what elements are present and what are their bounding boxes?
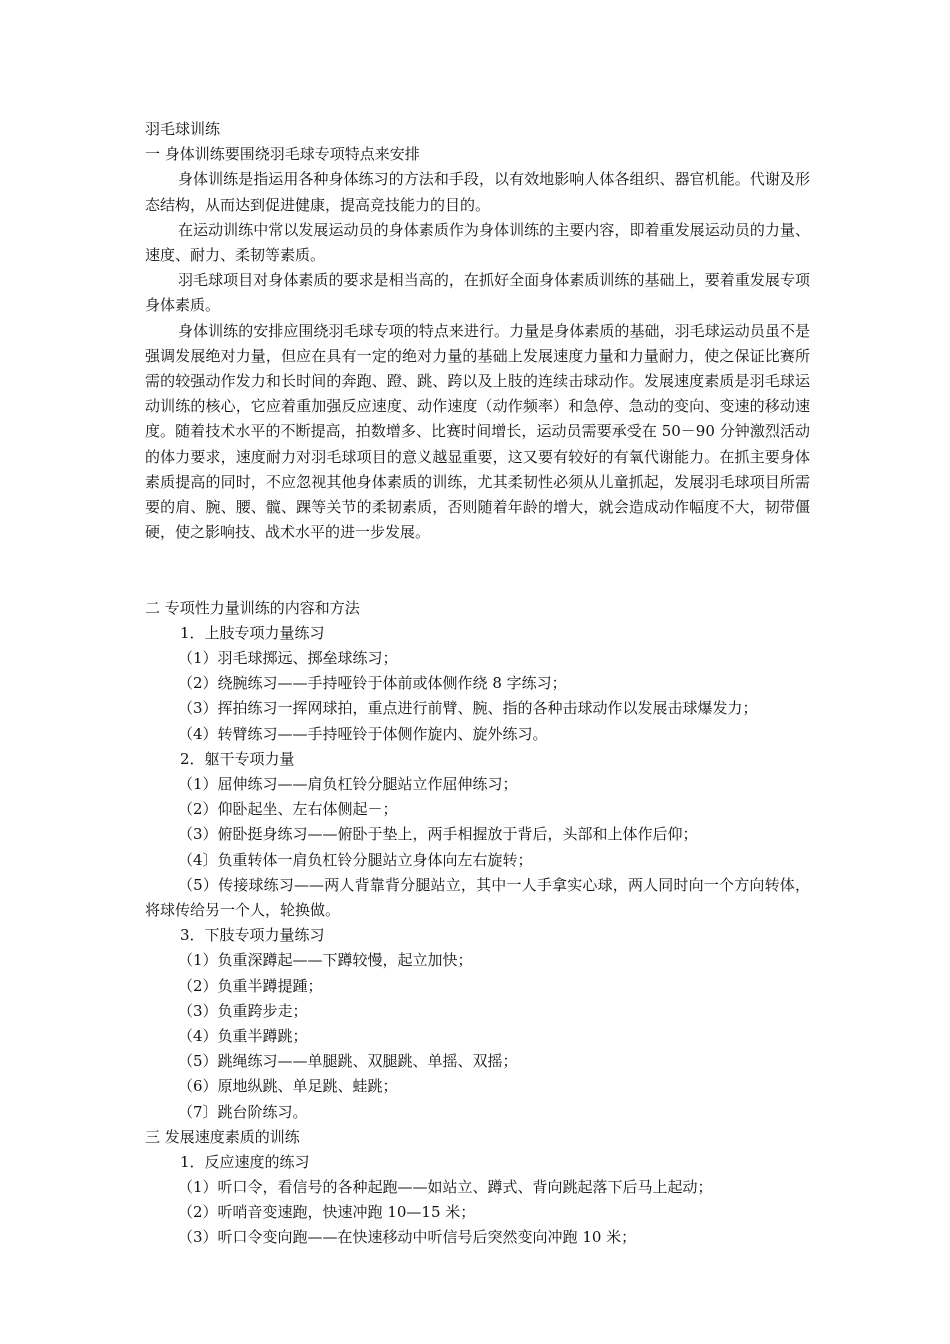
list-item: （3）俯卧挺身练习——俯卧于垫上，两手相握放于背后，头部和上体作后仰； [178,825,698,844]
list-item: （2）仰卧起坐、左右体侧起－； [178,800,398,819]
document-title: 羽毛球训练 [145,120,221,138]
list-item: （2）负重半蹲提踵； [178,976,323,995]
list-item: （7〕跳台阶练习。 [178,1102,308,1121]
list-item: （3）挥拍练习一挥网球拍，重点进行前臂、腕、指的各种击球动作以发展击球爆发力； [178,699,758,718]
subsection-heading: 2．躯干专项力量 [180,749,295,768]
list-item: （1）羽毛球掷远、掷垒球练习； [178,649,398,668]
list-item: （3）听口令变向跑——在快速移动中听信号后突然变向冲跑 10 米； [178,1228,637,1247]
list-item: （2）绕腕练习——手持哑铃于体前或体侧作绕 8 字练习； [178,674,567,693]
subsection-heading: 1．上肢专项力量练习 [180,623,325,642]
list-item: （1）听口令，看信号的各种起跑——如站立、蹲式、背向跳起落下后马上起动； [178,1178,713,1197]
list-item: （3）负重跨步走； [178,1001,308,1020]
list-item: （2）听哨音变速跑，快速冲跑 10—15 米； [178,1203,476,1222]
document-body [145,117,810,1251]
list-item: （1）负重深蹲起——下蹲较慢，起立加快； [178,951,473,970]
list-item: （5）传接球练习——两人背靠背分腿站立，其中一人手拿实心球，两人同时向一个方向转体，将球传给另一个人，轮换做。 [145,875,810,919]
paragraph: 身体训练是指运用各种身体练习的方法和手段，以有效地影响人体各组织、器官机能。代谢及形态结构，从而达到促进健康，提高竞技能力的目的。 [145,170,810,214]
list-item: （4〕负重转体一肩负杠铃分腿站立身体向左右旋转； [178,850,533,869]
paragraph: 羽毛球项目对身体素质的要求是相当高的，在抓好全面身体素质训练的基础上，要着重发展专项身体素质。 [145,271,810,315]
list-item: （6）原地纵跳、单足跳、蛙跳； [178,1077,398,1096]
paragraph: 身体训练的安排应围绕羽毛球专项的特点来进行。力量是身体素质的基础，羽毛球运动员虽不是强调发展绝对力量，但应在具有一定的绝对力量的基础上发展速度力量和力量耐力，使之保证比赛所需的较强动作发力和长时间的奔跑、蹬、跳、跨以及上肢的连续击球动作。发展速度素质是羽毛球运动训练的核心，它应着重加强反应速度、动作速度（动作频率）和急停、急动的变向、变速的移动速度。随着技术水平的不断提高，拍数增多、比赛时间增长，运动员需要承受在 50－90 分钟激烈活动的体力要求，速度耐力对羽毛球项目的意义越显重要，这又要有较好的有氧代谢能力。在抓主要身体素质提高的同时，不应忽视其他身体素质的训练，尤其柔韧性必须从儿童抓起，发展羽毛球项目所需要的肩、腕、腰、髋、踝等关节的柔韧素质，否则随着年龄的增大，就会造成动作幅度不大，韧带僵硬，使之影响技、战术水平的进一步发展。 [145,321,810,542]
section-heading-3: 三 发展速度素质的训练 [145,1127,300,1146]
subsection-heading: 1．反应速度的练习 [180,1152,310,1171]
section-heading-2: 二 专项性力量训练的内容和方法 [145,598,360,617]
paragraph: 在运动训练中常以发展运动员的身体素质作为身体训练的主要内容，即着重发展运动员的力量、速度、耐力、柔韧等素质。 [145,220,810,264]
subsection-heading: 3．下肢专项力量练习 [180,926,325,945]
list-item: （5）跳绳练习——单腿跳、双腿跳、单摇、双摇； [178,1052,518,1071]
section-heading-1: 一 身体训练要围绕羽毛球专项特点来安排 [145,145,420,164]
list-item: （4）转臂练习——手持哑铃于体侧作旋内、旋外练习。 [178,724,548,743]
list-item: （1）屈伸练习——肩负杠铃分腿站立作屈伸练习； [178,775,518,794]
list-item: （4）负重半蹲跳； [178,1026,308,1045]
